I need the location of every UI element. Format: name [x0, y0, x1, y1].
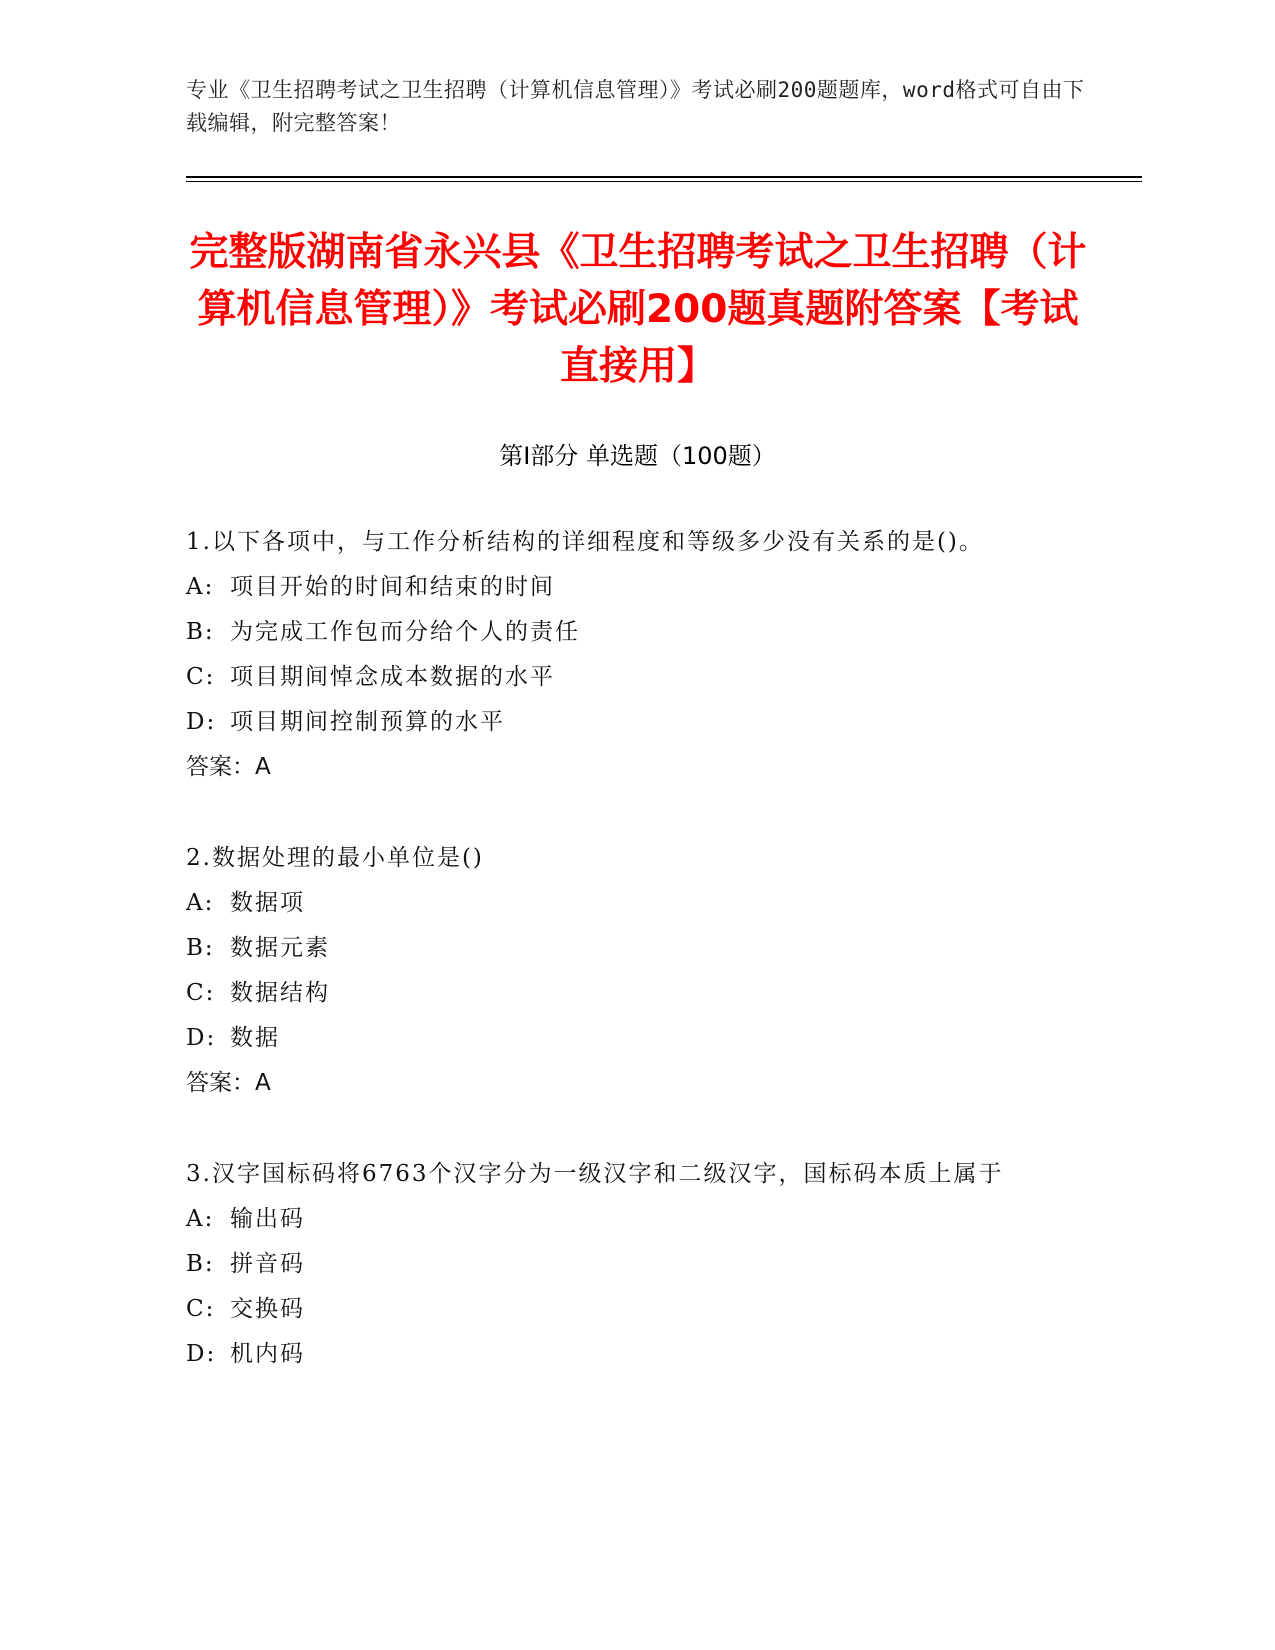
option-text: 拼音码 [230, 1251, 305, 1277]
option-b [186, 1242, 1066, 1287]
option-key: D: [186, 1341, 217, 1367]
option-key: B: [186, 935, 215, 961]
header-rule-thick [186, 176, 1142, 178]
option-c [186, 971, 1066, 1016]
question-stem: 2.数据处理的最小单位是() [186, 845, 484, 871]
option-a [186, 881, 1066, 926]
option-text: 数据项 [230, 890, 305, 916]
option-c [186, 655, 1066, 700]
option-text: 数据结构 [230, 980, 330, 1006]
option-text: 机内码 [230, 1341, 305, 1367]
option-key: C: [186, 1296, 216, 1322]
option-b [186, 610, 1066, 655]
option-key: B: [186, 1251, 215, 1277]
option-d [186, 1332, 1066, 1377]
option-key: C: [186, 664, 216, 690]
option-a [186, 1197, 1066, 1242]
question-3 [186, 1152, 1066, 1377]
option-a [186, 565, 1066, 610]
question-list [186, 520, 1066, 1423]
header-note: 专业《卫生招聘考试之卫生招聘（计算机信息管理）》考试必刷200题题库，word格式可自由下载编辑，附完整答案！ [186, 78, 1085, 135]
option-text: 输出码 [230, 1206, 305, 1232]
option-key: C: [186, 980, 216, 1006]
option-text: 交换码 [230, 1296, 305, 1322]
option-key: A: [186, 890, 215, 916]
document-title: 完整版湖南省永兴县《卫生招聘考试之卫生招聘（计算机信息管理）》考试必刷200题真题附答案【考试直接用】 [189, 230, 1087, 389]
option-text: 为完成工作包而分给个人的责任 [230, 619, 580, 645]
option-key: D: [186, 1025, 217, 1051]
section-title: 第Ⅰ部分 单选题（100题） [499, 442, 776, 470]
question-1 [186, 520, 1066, 790]
option-text: 数据元素 [230, 935, 330, 961]
option-key: A: [186, 1206, 215, 1232]
option-key: B: [186, 619, 215, 645]
question-stem: 3.汉字国标码将6763个汉字分为一级汉字和二级汉字，国标码本质上属于 [186, 1161, 1004, 1187]
answer-line: 答案：A [186, 1070, 271, 1096]
option-key: A: [186, 574, 215, 600]
option-text: 项目期间悼念成本数据的水平 [230, 664, 555, 690]
option-d [186, 700, 1066, 745]
option-c [186, 1287, 1066, 1332]
option-d [186, 1016, 1066, 1061]
answer-line: 答案：A [186, 754, 271, 780]
option-text: 数据 [230, 1025, 280, 1051]
question-stem: 1.以下各项中，与工作分析结构的详细程度和等级多少没有关系的是()。 [186, 529, 984, 555]
header-rule-thin [186, 181, 1142, 182]
option-b [186, 926, 1066, 971]
option-key: D: [186, 709, 217, 735]
option-text: 项目期间控制预算的水平 [230, 709, 505, 735]
question-2 [186, 836, 1066, 1106]
option-text: 项目开始的时间和结束的时间 [230, 574, 555, 600]
